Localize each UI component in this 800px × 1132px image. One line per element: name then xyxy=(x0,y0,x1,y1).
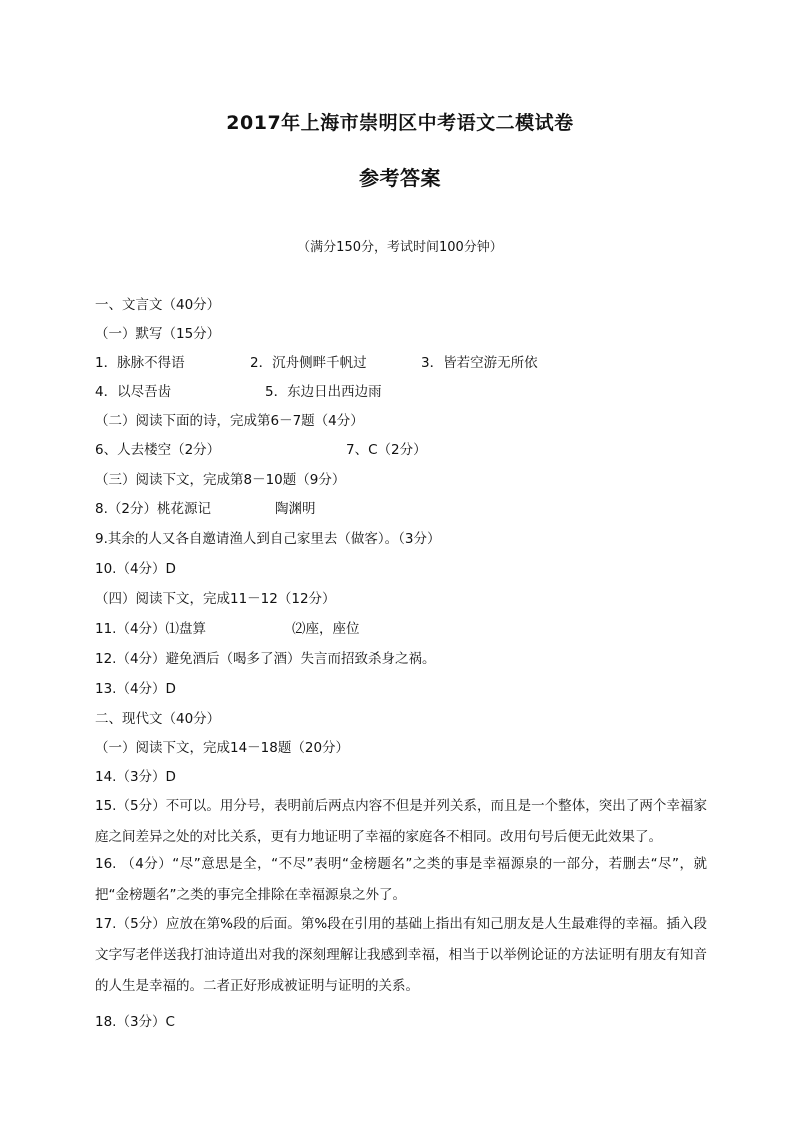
answer-paragraph: 15.（5分）不可以。用分号，表明前后两点内容不但是并列关系，而且是一个整体，突出了两个幸福家庭之间差异之处的对比关系，更有力地证明了幸福的家庭各不相同。改用句号后便无此效果了。 xyxy=(95,798,707,845)
answer-item: 11.（4分）⑴盘算 xyxy=(95,621,207,637)
answer-paragraph: 17.（5分）应放在第%段的后面。第%段在引用的基础上指出有知己朋友是人生最难得的幸福。插入段文字写老伴送我打油诗道出对我的深刻理解让我感到幸福，相当于以举例论证的方法证明有朋友有知音的人生是幸福的。二者正好形成被证明与证明的关系。 xyxy=(95,916,707,994)
page-title: 2017年上海市崇明区中考语文二模试卷 xyxy=(226,112,574,134)
subsection-heading: （三）阅读下文，完成第8－10题（9分） xyxy=(95,472,346,488)
answer-item: 2．沉舟侧畔千帆过 xyxy=(250,355,367,371)
answer-item: 3．皆若空游无所依 xyxy=(421,355,538,371)
subsection-heading: （一）默写（15分） xyxy=(95,326,221,342)
answer-item: 10.（4分）D xyxy=(95,561,176,577)
answer-item: 12.（4分）避免酒后（喝多了酒）失言而招致杀身之祸。 xyxy=(95,651,436,667)
answer-item: 4．以尽吾齿 xyxy=(95,384,172,400)
section-heading: 一、文言文（40分） xyxy=(95,297,221,313)
exam-note: （满分150分，考试时间100分钟） xyxy=(297,240,503,255)
subsection-heading: （四）阅读下文，完成11－12（12分） xyxy=(95,591,336,607)
page-subtitle: 参考答案 xyxy=(359,166,441,190)
answer-item: 14.（3分）D xyxy=(95,769,176,785)
answer-item: 1．脉脉不得语 xyxy=(95,355,185,371)
subsection-heading: （一）阅读下文，完成14－18题（20分） xyxy=(95,740,350,756)
answer-item: 5．东边日出西边雨 xyxy=(265,384,382,400)
subsection-heading: （二）阅读下面的诗，完成第6－7题（4分） xyxy=(95,413,364,429)
answer-item: ⑵座，座位 xyxy=(292,621,360,637)
answer-item: 9.其余的人又各自邀请渔人到自己家里去（做客）。（3分） xyxy=(95,531,441,547)
answer-item: 13.（4分）D xyxy=(95,681,176,697)
answer-item: 8.（2分）桃花源记 xyxy=(95,501,211,517)
answer-item: 7、C（2分） xyxy=(346,442,427,458)
answer-item: 18.（3分）C xyxy=(95,1014,175,1030)
section-heading: 二、现代文（40分） xyxy=(95,711,221,727)
answer-item: 陶渊明 xyxy=(275,501,316,517)
answer-item: 6、人去楼空（2分） xyxy=(95,442,221,458)
answer-paragraph: 16. （4分）“尽”意思是全，“不尽”表明“金榜题名”之类的事是幸福源泉的一部分，若删去“尽”，就把“金榜题名”之类的事完全排除在幸福源泉之外了。 xyxy=(95,856,707,903)
